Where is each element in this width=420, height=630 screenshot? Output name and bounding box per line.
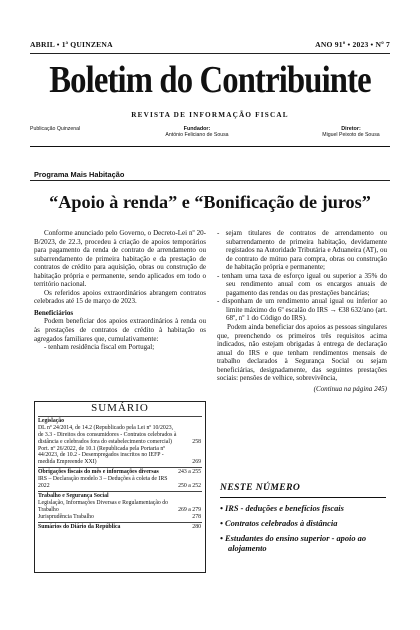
section-label: Programa Mais Habitação (34, 170, 125, 179)
article-paragraph: Conforme anunciado pelo Governo, o Decreto-Lei nº 20-B/2023, de 22.3, procedeu à criação de apoios temporários para pagamento da renda de contrato de arrendamento ou subarrendamento de primeira habitação e da prestação de contratos de crédito para aquisição, obras ou construção de habitação própria e permanente, sendo aplicados em todo o território nacional. (34, 229, 206, 289)
in-this-issue-item[interactable]: • IRS - deduções e benefícios fiscais (220, 504, 344, 513)
article-column-left (34, 229, 206, 352)
toc-entry[interactable] (35, 524, 205, 531)
toc-divider (38, 416, 202, 417)
article-paragraph: Podem ainda beneficiar dos apoios as pessoas singulares que, preenchendo os primeiros três requisitos acima indicados, não estejam obrigadas à entrega de declaração anual do IRS e que tenham rendimentos mensais de trabalho declarados à Segurança Social ou sejam beneficiárias, designadamente, das seguintes prestações sociais: pensões de velhice, sobrevivência, (217, 323, 387, 383)
founder-name: António Feliciano de Sousa (165, 132, 229, 138)
requirement-item: - disponham de um rendimento anual igual ou inferior ao limite máximo do 6º escalão do IRS → €38 632/ano (art. 68º, nº 1 do Código do IRS). (217, 297, 387, 323)
toc-entry-text: Obrigações fiscais do mês e informações diversas (38, 469, 159, 476)
masthead-title: Boletim do Contribuinte (49, 59, 371, 101)
toc-page: 269 (192, 459, 201, 466)
requirement-item: - tenham uma taxa de esforço igual ou superior a 35% do seu rendimento anual com os encargos anuais de pagamento das rendas ou das prestações bancárias; (217, 271, 387, 297)
masthead-subtitle: REVISTA DE INFORMAÇÃO FISCAL (131, 111, 289, 119)
toc-page: 280 (192, 523, 201, 530)
table-of-contents (34, 401, 206, 573)
toc-entry-text: DL nº 24/2014, de 14.2 (Republicado pela Lei nº 10/2023, de 3.3 - Direitos dos consumidores - Contratos celebrados à distância e celebrados fora do estabelecimento comercial) (38, 424, 177, 445)
toc-entry-text: Jurisprudência Trabalho (38, 513, 94, 520)
toc-entry[interactable] (35, 500, 205, 514)
founder-credit (152, 126, 242, 138)
requirement-item: - tenham residência fiscal em Portugal; (44, 343, 155, 352)
requirement-item: - sejam titulares de contratos de arrendamento ou subarrendamento de primeira habitação, devidamente registados na Autoridade Tributária e Aduaneira (AT), ou de contrato de mútuo para compra, obras ou construção de habitação própria e permanente; (217, 229, 387, 272)
toc-divider (38, 491, 202, 492)
director-name: Miguel Peixoto de Sousa (322, 132, 380, 138)
in-this-issue-item[interactable]: • Contratos celebrados à distância (220, 519, 338, 528)
toc-entry[interactable] (35, 469, 205, 476)
article-column-right (217, 229, 387, 393)
toc-entry-text: Sumários do Diário da República (38, 523, 121, 530)
masthead-credits (30, 126, 390, 146)
toc-page: 278 (192, 513, 201, 520)
issue-line (30, 40, 390, 52)
toc-divider (38, 467, 202, 468)
in-this-issue-title: NESTE NÚMERO (220, 482, 301, 493)
section-rule (30, 180, 390, 181)
continued-link[interactable]: (Continua na página 245) (313, 384, 387, 393)
subheading-beneficiarios: Beneficiários (34, 308, 74, 317)
toc-entry-text: Port. nº 26/2022, de 10.1 (Republicada pela Portaria nº 44/2023, de 10.2 - Desempregados inscritos no IEFP - medida Empreende XXI) (38, 445, 166, 466)
toc-page: 250 a 252 (178, 483, 201, 490)
in-this-issue-rule (220, 497, 386, 498)
toc-page: 243 a 255 (178, 469, 201, 476)
in-this-issue-box (220, 482, 386, 559)
toc-entry[interactable] (35, 476, 205, 490)
toc-divider (38, 522, 202, 523)
toc-entry[interactable] (35, 514, 205, 521)
article-headline: “Apoio à renda” e “Bonificação de juros” (49, 192, 371, 212)
toc-page: 258 (192, 438, 201, 445)
top-rule (30, 53, 390, 54)
director-label: Diretor: (341, 126, 361, 132)
founder-label: Fundador: (183, 126, 211, 132)
publication-frequency: Publicação Quinzenal (30, 126, 81, 132)
toc-entry-text: IRS – Declaração modelo 3 – Deduções à coleta de IRS 2022 (38, 476, 168, 490)
toc-category: Legislação (38, 417, 65, 424)
issue-date: ABRIL • 1ª QUINZENA (30, 40, 113, 49)
toc-entry[interactable] (35, 446, 205, 467)
toc-entry-text: Legislação, Informações Diversas e Regulamentação do Trabalho (38, 499, 169, 513)
director-credit (306, 126, 396, 138)
issue-number: ANO 91º • 2023 • Nº 7 (315, 40, 390, 49)
article-paragraph: Podem beneficiar dos apoios extraordinários à renda ou às prestações de contratos de crédito à habitação os agregados familiares que, cumulativamente: (34, 317, 206, 343)
toc-entry[interactable] (35, 425, 205, 446)
toc-title: SUMÁRIO (91, 402, 149, 414)
toc-page: 269 a 279 (178, 506, 201, 513)
masthead-rule (30, 146, 390, 147)
in-this-issue-item[interactable]: • Estudantes do ensino superior - apoio ao alojamento (220, 534, 367, 553)
toc-category: Trabalho e Segurança Social (38, 492, 109, 499)
article-paragraph: Os referidos apoios extraordinários abrangem contratos celebrados até 15 de março de 2023. (34, 288, 206, 306)
